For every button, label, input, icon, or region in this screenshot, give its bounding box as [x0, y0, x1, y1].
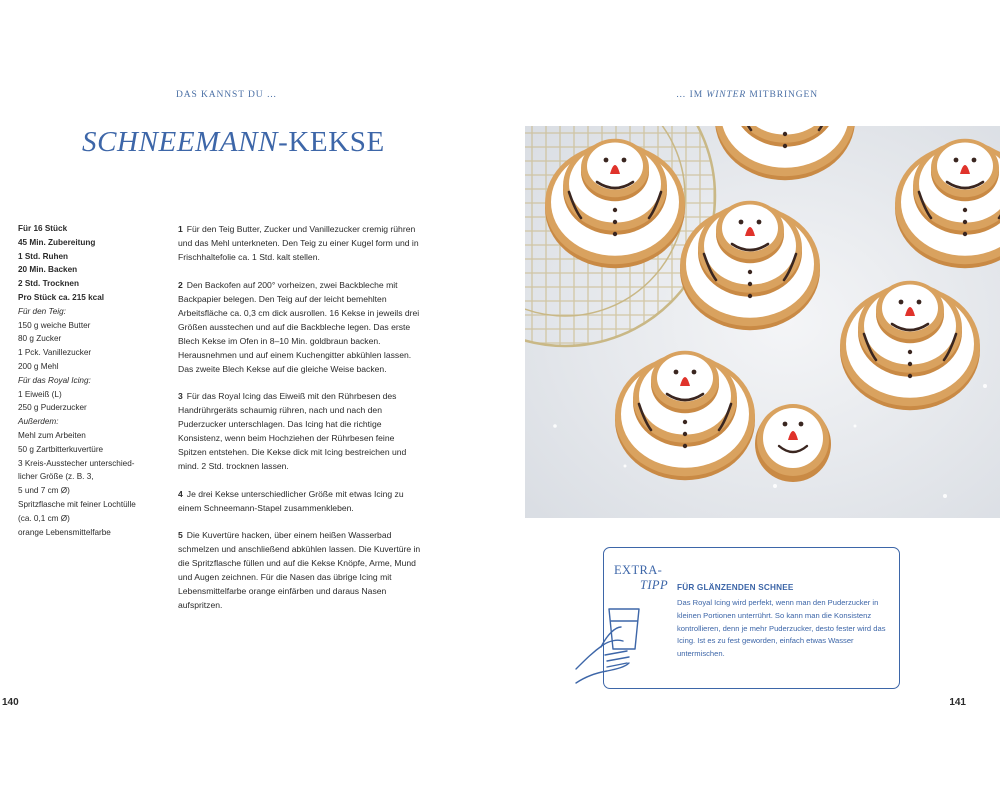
ingredient-line: Mehl zum Arbeiten [18, 430, 86, 440]
running-head-right: … IM WINTER MITBRINGEN [676, 90, 818, 100]
title-italic: SCHNEEMANN- [82, 126, 289, 158]
ingredient-line: Außerdem: [18, 417, 59, 427]
ingredient-line: Für den Teig: [18, 306, 66, 316]
step-1 [178, 222, 422, 264]
cookie-photo [525, 126, 1000, 518]
ingredient-line: 3 Kreis-Ausstecher unterschied- [18, 458, 135, 468]
ingredient-line: licher Größe (z. B. 3, [18, 472, 94, 482]
tip-label: EXTRA- TIPP [614, 563, 668, 592]
ingredient-line: 20 Min. Backen [18, 265, 78, 275]
ingredient-line: 150 g weiche Butter [18, 320, 91, 330]
step-number: 1 [178, 224, 183, 234]
ingredient-line: Für das Royal Icing: [18, 375, 91, 385]
ingredient-line: 50 g Zartbitterkuvertüre [18, 444, 104, 454]
recipe-title [82, 126, 385, 159]
step-text: Für das Royal Icing das Eiweiß mit den Rührbesen des Handrührgeräts schaumig rühren, nach und nach den Puderzucker unterschlagen. Das Icing hat die richtige Konsistenz, wenn beim Hochziehen der Rührbesen feine Spitzen entstehen. Die Kekse dick mit Icing bestreichen und mind. 2 Std. trocknen lassen. [178, 391, 407, 471]
step-number: 3 [178, 391, 183, 401]
tip-text: Das Royal Icing wird perfekt, wenn man den Puderzucker in kleinen Portionen unterrührt. So kann man die Konsistenz kontrollieren, denn je mehr Puderzucker, desto fester wird das Icing. Ist es zu fest geworden, einfach etwas Wasser untermischen. [677, 598, 886, 659]
step-text: Die Kuvertüre hacken, über einem heißen Wasserbad schmelzen und anschließend abkühlen lassen. Die Kuvertüre in die Spritzflasche füllen und auf die Kekse Knöpfe, Arme, Mund und Augen zeichnen. Für die Nasen das übrige Icing mit Lebensmittelfarbe orange einfärben und daraus Nasen aufspritzen. [178, 530, 421, 610]
ingredient-line: 1 Pck. Vanillezucker [18, 348, 92, 358]
page-number-right: 141 [949, 697, 966, 708]
running-head-left: DAS KANNST DU … [176, 90, 278, 100]
ingredient-line: Spritzflasche mit feiner Lochtülle [18, 499, 136, 509]
step-number: 4 [178, 488, 183, 499]
snowman-cookies-image [525, 126, 1000, 518]
ingredient-line: Für 16 Stück [18, 224, 68, 233]
ingredient-line: 1 Std. Ruhen [18, 251, 69, 261]
step-text: Den Backofen auf 200° vorheizen, zwei Backbleche mit Backpapier belegen. Den Teig auf der leicht bemehlten Arbeitsfläche ca. 0,3 cm dick ausrollen. 16 Kekse in jeweils drei Größen ausstechen und auf die Backbleche legen. Das erste Blech Kekse im Ofen in 8–10 Min. goldbraun backen. Herausnehmen und auf einem Kuchengitter abkühlen lassen. Das zweite Blech Kekse auf die gleiche Weise backen. [178, 279, 420, 374]
instructions-column [178, 222, 422, 626]
ingredient-line: (ca. 0,1 cm Ø) [18, 513, 70, 523]
ingredient-line: 200 g Mehl [18, 361, 59, 371]
step-2 [178, 278, 422, 376]
tip-title: FÜR GLÄNZENDEN SCHNEE [677, 583, 794, 592]
ingredient-line: 5 und 7 cm Ø) [18, 486, 70, 496]
step-5 [178, 528, 422, 612]
step-number: 2 [178, 279, 183, 290]
step-4 [178, 487, 422, 515]
ingredient-line: orange Lebensmittelfarbe [18, 527, 111, 537]
title-normal: KEKSE [288, 126, 385, 158]
step-text: Je drei Kekse unterschiedlicher Größe mit etwas Icing zu einem Schneemann-Stapel zusammenkleben. [178, 488, 404, 513]
page-number-left: 140 [2, 697, 19, 708]
step-number: 5 [178, 530, 183, 540]
ingredient-line: 1 Eiweiß (L) [18, 389, 62, 399]
step-3 [178, 389, 422, 473]
ingredient-line: 2 Std. Trocknen [18, 279, 79, 289]
ingredient-line: Pro Stück ca. 215 kcal [18, 292, 105, 302]
step-text: Für den Teig Butter, Zucker und Vanillezucker cremig rühren und das Mehl unterkneten. Den Teig zu einer Kugel form und in Frischhaltefolie ca. 1 Std. kalt stellen. [178, 224, 419, 262]
hand-glass-icon [571, 597, 646, 687]
ingredients-column [18, 222, 168, 539]
ingredient-line: 80 g Zucker [18, 334, 62, 344]
ingredient-line: 250 g Puderzucker [18, 403, 87, 413]
ingredient-line: 45 Min. Zubereitung [18, 237, 96, 247]
